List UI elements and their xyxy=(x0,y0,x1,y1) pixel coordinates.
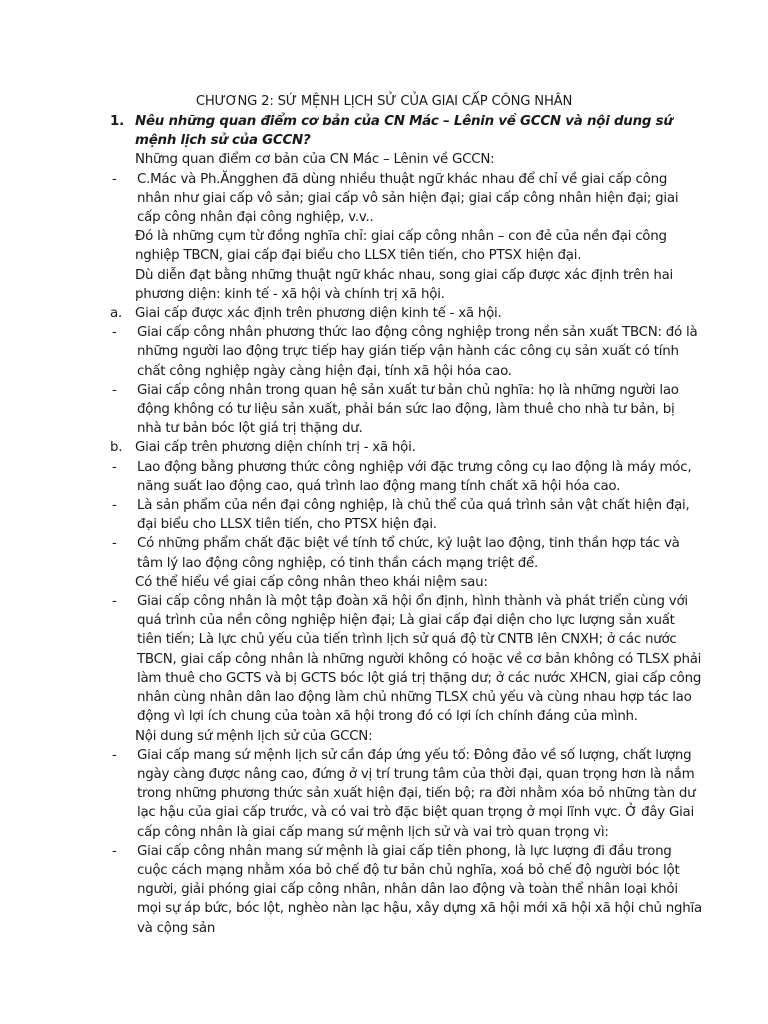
paragraph-text: Những quan điểm cơ bản của CN Mác – Lênin về GCCN: xyxy=(135,152,495,168)
bullet-item xyxy=(110,592,702,726)
bullet-item xyxy=(110,170,702,228)
bullet-marker: - xyxy=(112,459,117,475)
item-text: Giai cấp mang sứ mệnh lịch sử cần đáp ứng yếu tố: Đông đảo về số lượng, chất lượng ngày càng được nâng cao, đứng ở vị trí trung tâm của thời đại, quan trọng hơn là nắm trong những phương thức sản xuất hiện đại, tiến bộ; ra đời nhằm xóa bỏ những tàn dư lạc hậu của giai cấp trước, và có vai trò đặc biệt quan trọng ở mọi lĩnh vực. Ở đây Giai cấp công nhân là giai cấp mang sứ mệnh lịch sử và vai trò quan trọng vì: xyxy=(137,747,696,840)
bullet-item xyxy=(110,746,702,842)
item-text: Có những phẩm chất đặc biệt về tính tổ chức, kỷ luật lao động, tinh thần hợp tác và tâm lý lao động công nghiệp, có tinh thần cách mạng triệt để. xyxy=(137,536,680,571)
bullet-item xyxy=(110,534,702,572)
bullet-marker: - xyxy=(112,594,117,610)
item-text: Giai cấp công nhân trong quan hệ sản xuất tư bản chủ nghĩa: họ là những người lao động không có tư liệu sản xuất, phải bán sức lao động, làm thuê cho nhà tư bản, bị nhà tư bản bóc lột giá trị thặng dư. xyxy=(137,382,679,437)
bullet-marker: - xyxy=(112,325,117,341)
item-text: Giai cấp công nhân là một tập đoàn xã hội ổn định, hình thành và phát triển cùng với quá trình của nền công nghiệp hiện đại; Là giai cấp đại diện cho lực lượng sản xuất tiên tiến; Là lực chủ yếu của tiến trình lịch sử quá độ từ CNTB lên CNXH; ở các nước TBCN, giai cấp công nhân là những người không có hoặc về cơ bản không có TLSX phải làm thuê cho GCTS và bị GCTS bóc lột giá trị thặng dư; ở các nước XHCN, giai cấp công nhân cùng nhân dân lao động làm chủ những TLSX chủ yếu và cùng nhau hợp tác lao động vì lợi ích chung của toàn xã hội trong đó có lợi ích chính đáng của mình. xyxy=(137,594,702,725)
bullet-marker: - xyxy=(112,536,117,552)
document-body xyxy=(110,112,702,938)
item-text: Giai cấp trên phương diện chính trị - xã hội. xyxy=(135,440,416,456)
bullet-marker: - xyxy=(112,171,117,187)
question-number: 1. xyxy=(110,114,124,129)
bullet-item xyxy=(110,458,702,496)
paragraph-text: Dù diễn đạt bằng những thuật ngữ khác nhau, song giai cấp được xác định trên hai phương diện: kinh tế - xã hội và chính trị xã hội. xyxy=(135,267,674,302)
bullet-marker: - xyxy=(112,747,117,763)
document-blocks xyxy=(110,150,702,937)
paragraph xyxy=(110,227,702,265)
bullet-marker: - xyxy=(112,498,117,514)
item-text: Giai cấp được xác định trên phương diện kinh tế - xã hội. xyxy=(135,306,502,322)
question-text: Nêu những quan điểm cơ bản của CN Mác – Lênin về GCCN và nội dung sứ mệnh lịch sử của GCCN? xyxy=(135,114,673,149)
paragraph xyxy=(110,150,702,169)
paragraph xyxy=(110,573,702,592)
paragraph-text: Đó là những cụm từ đồng nghĩa chỉ: giai cấp công nhân – con đẻ của nền đại công nghiệp TBCN, giai cấp đại biểu cho LLSX tiên tiến, cho PTSX hiện đại. xyxy=(135,229,667,264)
bullet-marker: - xyxy=(112,843,117,859)
bullet-item xyxy=(110,496,702,534)
question-heading xyxy=(110,112,702,150)
item-text: Là sản phẩm của nền đại công nghiệp, là chủ thể của quá trình sản vật chất hiện đại, đại biểu cho LLSX tiên tiến, cho PTSX hiện đại. xyxy=(137,498,690,533)
item-letter: b. xyxy=(110,440,123,456)
item-letter: a. xyxy=(110,306,122,322)
item-text: Giai cấp công nhân phương thức lao động công nghiệp trong nền sản xuất TBCN: đó là những người lao động trực tiếp hay gián tiếp vận hành các công cụ sản xuất có tính chất công nghiệp ngày càng hiện đại, tính xã hội hóa cao. xyxy=(137,325,698,379)
bullet-item xyxy=(110,323,702,381)
chapter-title: CHƯƠNG 2: SỨ MỆNH LỊCH SỬ CỦA GIAI CẤP CÔNG NHÂN xyxy=(195,94,573,109)
paragraph xyxy=(110,266,702,304)
item-text: C.Mác và Ph.Ăngghen đã dùng nhiều thuật ngữ khác nhau để chỉ về giai cấp công nhân như giai cấp vô sản; giai cấp vô sản hiện đại; giai cấp công nhân hiện đại; giai cấp công nhân đại công nghiệp, v.v.. xyxy=(137,171,679,226)
lettered-item xyxy=(110,304,702,323)
bullet-item xyxy=(110,381,702,439)
bullet-item xyxy=(110,842,702,938)
paragraph-text: Có thể hiểu về giai cấp công nhân theo khái niệm sau: xyxy=(135,574,488,590)
paragraph-text: Nội dung sứ mệnh lịch sử của GCCN: xyxy=(135,728,373,744)
lettered-item xyxy=(110,438,702,457)
bullet-marker: - xyxy=(112,382,117,398)
paragraph xyxy=(110,727,702,746)
item-text: Giai cấp công nhân mang sứ mệnh là giai cấp tiên phong, là lực lượng đi đầu trong cuộc cách mạng nhằm xóa bỏ chế độ tư bản chủ nghĩa, xoá bỏ chế độ người bóc lột người, giải phóng giai cấp công nhân, nhân dân lao động và toàn thể nhân loại khỏi mọi sự áp bức, bóc lột, nghèo nàn lạc hậu, xây dựng xã hội mới xã hội xã hội chủ nghĩa và cộng sản xyxy=(137,843,702,936)
item-text: Lao động bằng phương thức công nghiệp với đặc trưng công cụ lao động là máy móc, năng suất lao động cao, quá trình lao động mang tính chất xã hội hóa cao. xyxy=(137,459,692,494)
